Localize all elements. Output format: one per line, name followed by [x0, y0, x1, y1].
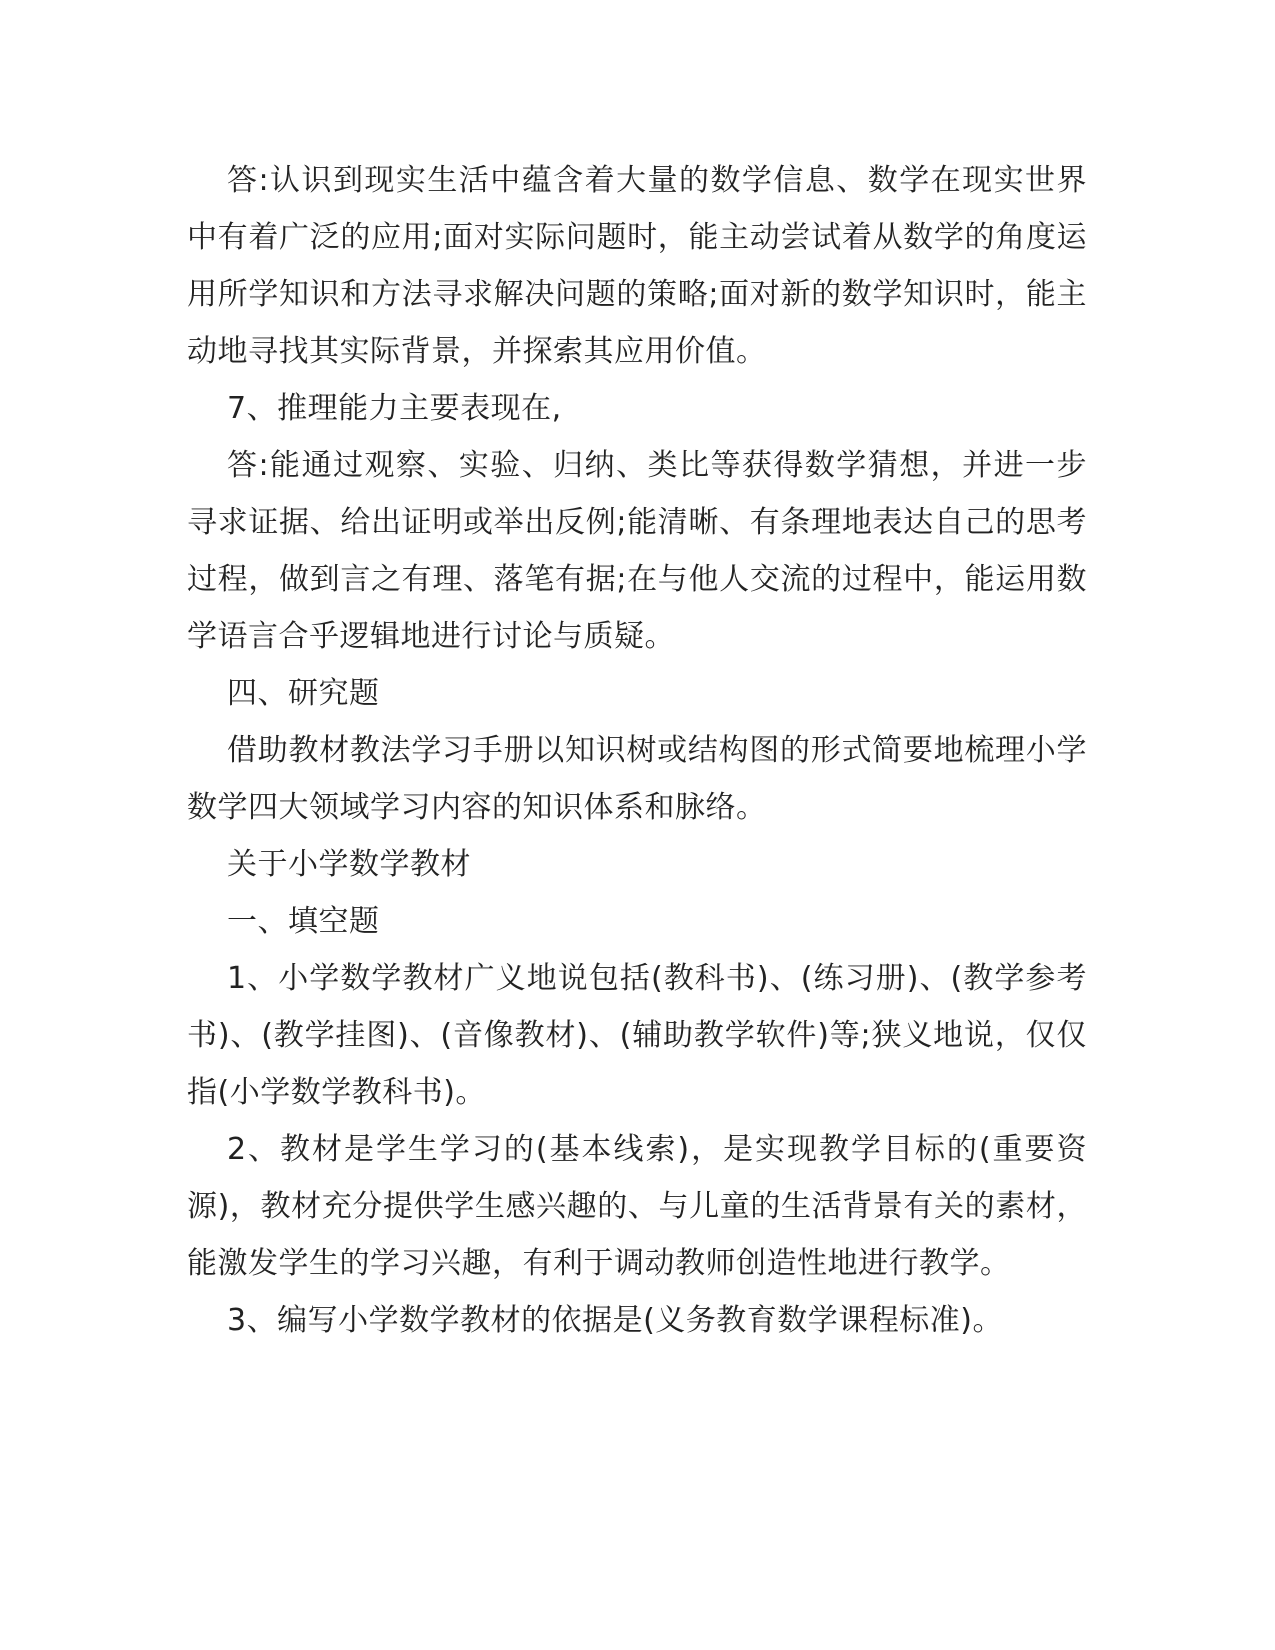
paragraph-research-task: 借助教材教法学习手册以知识树或结构图的形式简要地梳理小学数学四大领域学习内容的知识体系和脉络。: [187, 733, 1087, 825]
section-heading-textbook: 关于小学数学教材: [227, 847, 471, 882]
paragraph-question-1: 1、小学数学教材广义地说包括(教科书)、(练习册)、(教学参考书)、(教学挂图)、(音像教材)、(辅助教学软件)等;狭义地说，仅仅指(小学数学教科书)。: [187, 961, 1087, 1110]
paragraph-question-3: 3、编写小学数学教材的依据是(义务教育数学课程标准)。: [227, 1303, 1003, 1338]
paragraph-question-2: 2、教材是学生学习的(基本线索)，是实现教学目标的(重要资源)，教材充分提供学生感兴趣的、与儿童的生活背景有关的素材，能激发学生的学习兴趣，有利于调动教师创造性地进行教学。: [187, 1132, 1087, 1281]
paragraph-answer-reasoning: 答:能通过观察、实验、归纳、类比等获得数学猜想，并进一步寻求证据、给出证明或举出反例;能清晰、有条理地表达自己的思考过程，做到言之有理、落笔有据;在与他人交流的过程中，能运用数学语言合乎逻辑地进行讨论与质疑。: [187, 448, 1087, 654]
section-heading-research: 四、研究题: [227, 676, 380, 711]
paragraph-answer-application: 答:认识到现实生活中蕴含着大量的数学信息、数学在现实世界中有着广泛的应用;面对实际问题时，能主动尝试着从数学的角度运用所学知识和方法寻求解决问题的策略;面对新的数学知识时，能主动地寻找其实际背景，并探索其应用价值。: [187, 163, 1087, 369]
paragraph-question-7: 7、推理能力主要表现在,: [227, 391, 562, 426]
section-heading-fill-blank: 一、填空题: [227, 904, 380, 939]
document-body: [187, 152, 1087, 1349]
